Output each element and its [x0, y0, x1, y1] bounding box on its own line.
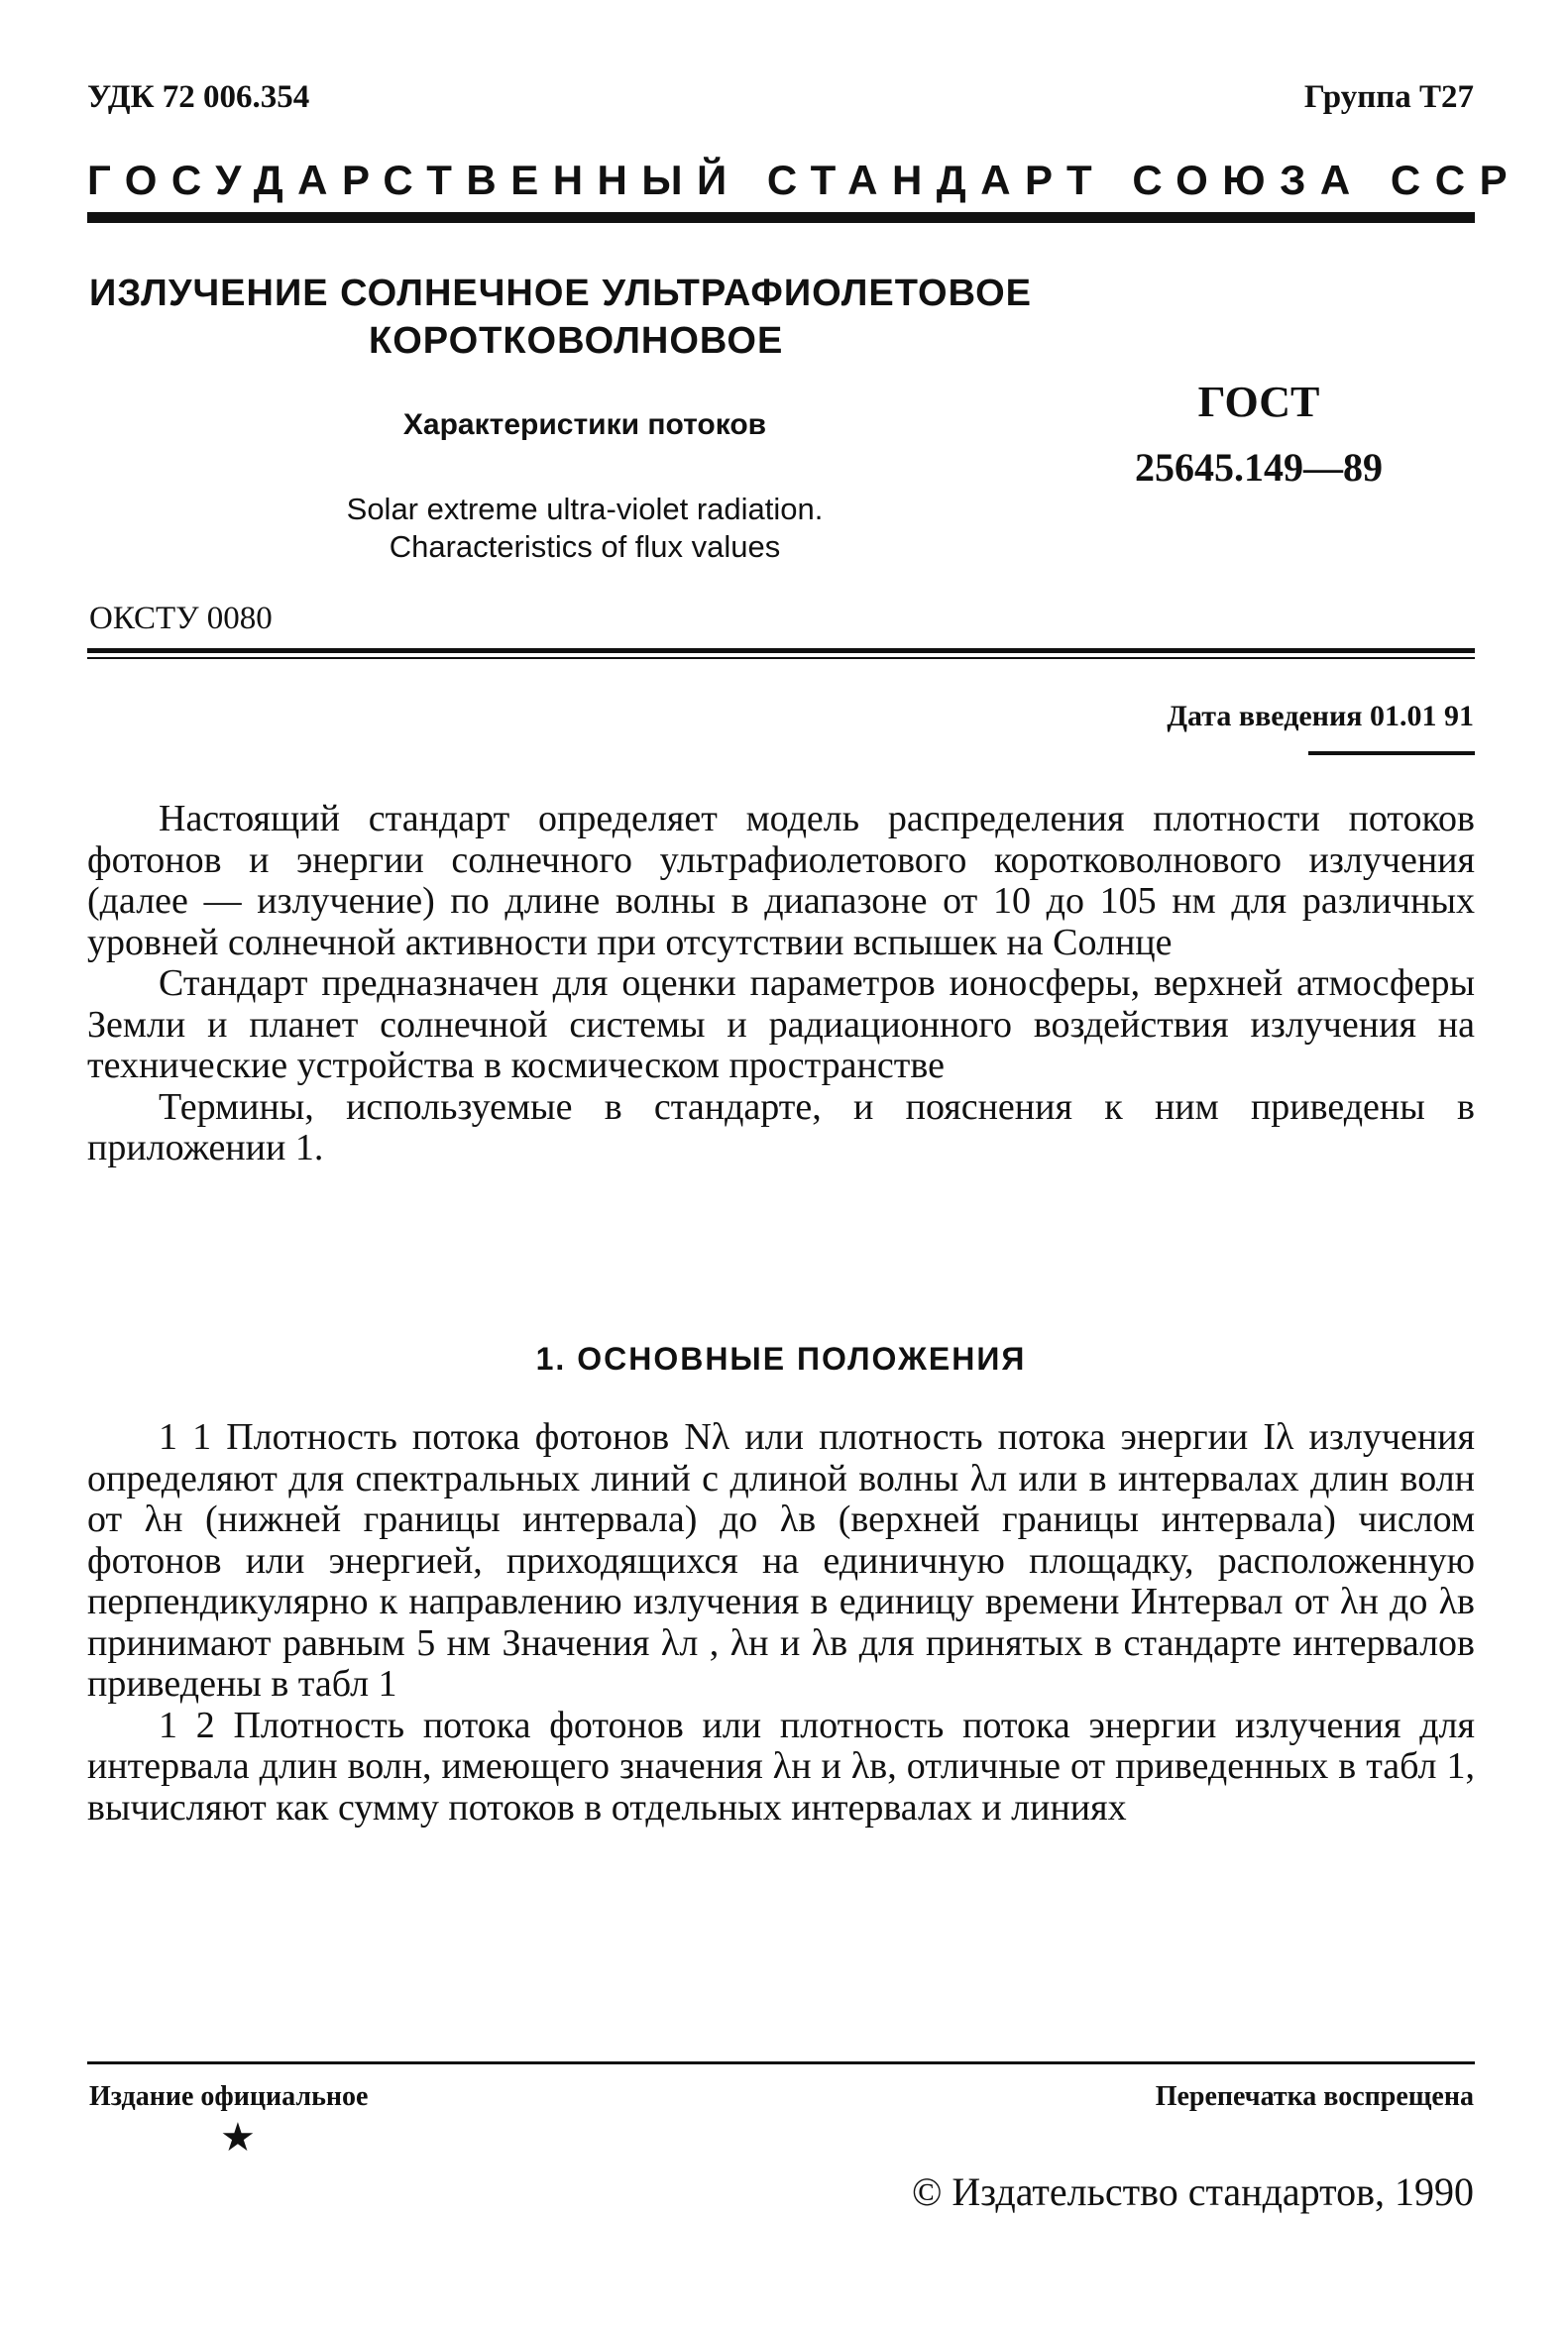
udk-code: УДК 72 006.354: [87, 79, 310, 115]
paragraph-1-2: 1 2 Плотность потока фотонов или плотность потока энергии излучения для интервала длин волн, имеющего значения λн и λв, отличные от приведенных в табл 1, вычисляют как сумму потоков в отдельных интервалах и линиях: [87, 1704, 1475, 1829]
subtitle-russian: Характеристики потоков: [402, 408, 767, 441]
reprint-notice: Перепечатка воспрещена: [1155, 2081, 1474, 2112]
date-underline: [1308, 751, 1475, 755]
paragraph-terms: Термины, используемые в стандарте, и пояснения к ним приведены в приложении 1.: [87, 1085, 1475, 1168]
footer-divider: [87, 2061, 1475, 2064]
edition-note: Издание официальное: [89, 2081, 369, 2112]
intro-body: [87, 799, 1475, 1169]
section-heading: 1. ОСНОВНЫЕ ПОЛОЖЕНИЯ: [535, 1341, 1027, 1377]
gost-number: 25645.149—89: [1135, 445, 1383, 490]
title-divider-thick: [87, 648, 1475, 653]
subtitle-english-line1: Solar extreme ultra-violet radiation.: [346, 492, 824, 526]
copyright-notice: © Издательство стандартов, 1990: [911, 2169, 1474, 2214]
subtitle-english-line2: Characteristics of flux values: [389, 529, 781, 564]
introduction-date: Дата введения 01.01 91: [1167, 700, 1474, 732]
paragraph-scope: Настоящий стандарт определяет модель распределения плотности потоков фотонов и энергии солнечного ультрафиолетового коротковолнового излучения (далее — излучение) по длине волны в диапазоне от 10 до 105 нм для различных уровней солнечной активности при отсутствии вспышек на Солнце: [87, 798, 1475, 963]
document-title: [89, 270, 1080, 365]
group-code: Группа Т27: [1303, 79, 1474, 115]
header-divider: [87, 212, 1475, 223]
oksty-code: ОКСТУ 0080: [89, 601, 273, 636]
state-standard-heading: ГОСУДАРСТВЕННЫЙ СТАНДАРТ СОЮЗА ССР: [87, 157, 1522, 203]
section-body: [87, 1417, 1475, 1829]
gost-label: ГОСТ: [1197, 378, 1320, 426]
document-title-line1: ИЗЛУЧЕНИЕ СОЛНЕЧНОЕ УЛЬТРАФИОЛЕТОВОЕ: [89, 273, 1032, 314]
document-title-line2: КОРОТКОВОЛНОВОЕ: [369, 320, 784, 362]
star-icon: ★: [220, 2115, 256, 2161]
title-divider-thin: [87, 657, 1475, 659]
subtitle-english: [89, 491, 1080, 566]
paragraph-purpose: Стандарт предназначен для оценки параметров ионосферы, верхней атмосферы Земли и планет солнечной системы и радиационного воздействия излучения на технические устройства в космическом пространстве: [87, 962, 1475, 1086]
paragraph-1-1: 1 1 Плотность потока фотонов Nλ или плотность потока энергии Iλ излучения определяют для спектральных линий с длиной волны λл или в интервалах длин волн от λн (нижней границы интервала) до λв (верхней границы интервала) числом фотонов или энергией, приходящихся на единичную площадку, расположенную перпендикулярно к направлению излучения в единицу времени Интервал от λн до λв принимают равным 5 нм Значения λл , λн и λв для принятых в стандарте интервалов приведены в табл 1: [87, 1416, 1475, 1705]
